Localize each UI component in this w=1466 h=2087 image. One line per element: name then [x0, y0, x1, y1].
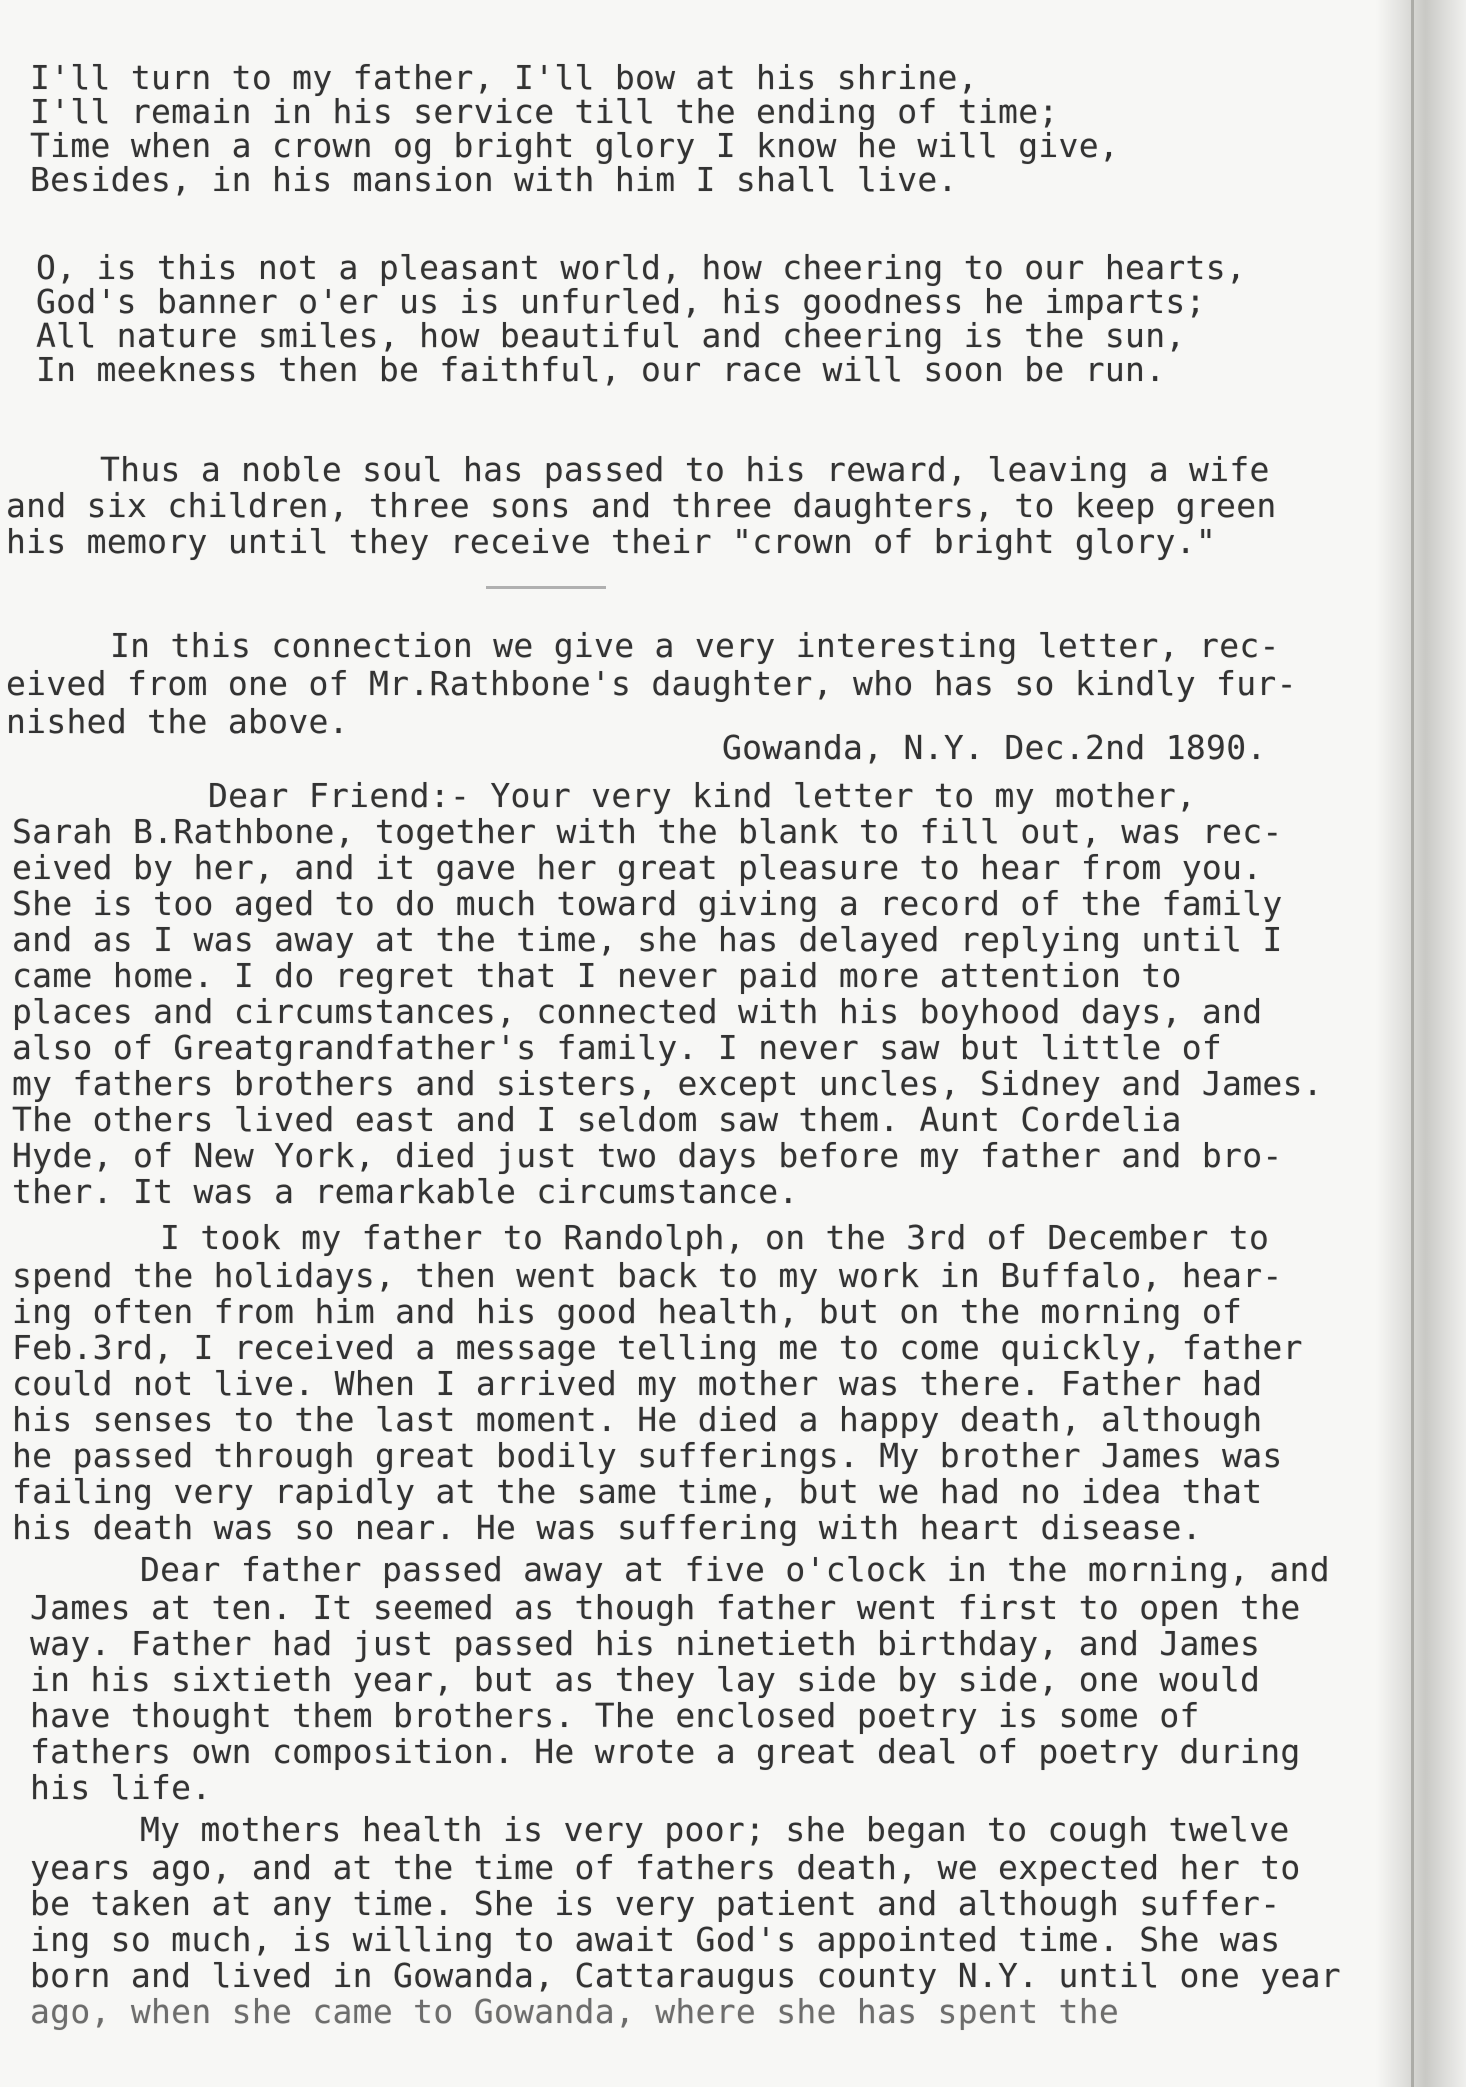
letter-line: came home. I do regret that I never paid more attention to [12, 956, 1182, 995]
letter-line: The others lived east and I seldom saw them. Aunt Cordelia [12, 1100, 1182, 1139]
letter-line: spend the holidays, then went back to my work in Buffalo, hear- [12, 1256, 1283, 1295]
letter-line: James at ten. It seemed as though father went first to open the [30, 1588, 1301, 1627]
letter-line: and as I was away at the time, she has delayed replying until I [12, 920, 1283, 959]
letter-line: Sarah B.Rathbone, together with the blank to fill out, was rec- [12, 812, 1283, 851]
letter-line: Dear Friend:- Your very kind letter to my mother, [208, 776, 1197, 815]
poem-line: All nature smiles, how beautiful and cheering is the sun, [36, 316, 1186, 355]
intro-line: In this connection we give a very interesting letter, rec- [110, 626, 1280, 665]
poem-line: God's banner o'er us is unfurled, his goodness he imparts; [36, 282, 1206, 321]
poem-line: Time when a crown og bright glory I know he will give, [30, 126, 1120, 165]
scan-edge-line [1411, 0, 1414, 2087]
letter-line: places and circumstances, connected with his boyhood days, and [12, 992, 1263, 1031]
letter-line: Dear father passed away at five o'clock in the morning, and [140, 1550, 1330, 1589]
obituary-line: his memory until they receive their "crown of bright glory." [6, 522, 1217, 561]
letter-line: ther. It was a remarkable circumstance. [12, 1172, 799, 1211]
letter-line: could not live. When I arrived my mother was there. Father had [12, 1364, 1263, 1403]
obituary-line: and six children, three sons and three daughters, to keep green [6, 486, 1277, 525]
scan-edge-shadow [1376, 0, 1466, 2087]
letter-line: his life. [30, 1768, 212, 1807]
letter-line: in his sixtieth year, but as they lay side by side, one would [30, 1660, 1261, 1699]
letter-line: have thought them brothers. The enclosed poetry is some of [30, 1696, 1200, 1735]
poem-line: I'll remain in his service till the ending of time; [30, 92, 1059, 131]
letter-line: Feb.3rd, I received a message telling me to come quickly, father [12, 1328, 1303, 1367]
intro-line: nished the above. [6, 702, 349, 741]
letter-line: way. Father had just passed his ninetieth birthday, and James [30, 1624, 1261, 1663]
intro-line: eived from one of Mr.Rathbone's daughter, who has so kindly fur- [6, 664, 1297, 703]
letter-line: ing so much, is willing to await God's appointed time. She was [30, 1920, 1281, 1959]
obituary-line: Thus a noble soul has passed to his reward, leaving a wife [100, 450, 1270, 489]
letter-line: his death was so near. He was suffering with heart disease. [12, 1508, 1202, 1547]
poem-line: I'll turn to my father, I'll bow at his shrine, [30, 58, 978, 97]
letter-line: fathers own composition. He wrote a great deal of poetry during [30, 1732, 1301, 1771]
letter-dateline: Gowanda, N.Y. Dec.2nd 1890. [722, 728, 1267, 767]
letter-line: his senses to the last moment. He died a happy death, although [12, 1400, 1263, 1439]
poem-line: Besides, in his mansion with him I shall live. [30, 160, 958, 199]
letter-line: She is too aged to do much toward giving a record of the family [12, 884, 1283, 923]
poem-line: In meekness then be faithful, our race will soon be run. [36, 350, 1166, 389]
letter-line: born and lived in Gowanda, Cattaraugus county N.Y. until one year [30, 1956, 1341, 1995]
letter-line: failing very rapidly at the same time, but we had no idea that [12, 1472, 1263, 1511]
letter-line: ing often from him and his good health, but on the morning of [12, 1292, 1243, 1331]
letter-line: Hyde, of New York, died just two days before my father and bro- [12, 1136, 1283, 1175]
letter-line: he passed through great bodily sufferings. My brother James was [12, 1436, 1283, 1475]
separator-mark [486, 586, 606, 589]
letter-line: I took my father to Randolph, on the 3rd of December to [160, 1218, 1270, 1257]
letter-line: my fathers brothers and sisters, except uncles, Sidney and James. [12, 1064, 1323, 1103]
letter-line: ago, when she came to Gowanda, where she has spent the [30, 1992, 1120, 2031]
letter-line: be taken at any time. She is very patient and although suffer- [30, 1884, 1281, 1923]
letter-line: also of Greatgrandfather's family. I never saw but little of [12, 1028, 1223, 1067]
poem-line: O, is this not a pleasant world, how cheering to our hearts, [36, 248, 1247, 287]
letter-line: eived by her, and it gave her great pleasure to hear from you. [12, 848, 1263, 887]
letter-line: years ago, and at the time of fathers death, we expected her to [30, 1848, 1301, 1887]
letter-line: My mothers health is very poor; she began to cough twelve [140, 1810, 1290, 1849]
